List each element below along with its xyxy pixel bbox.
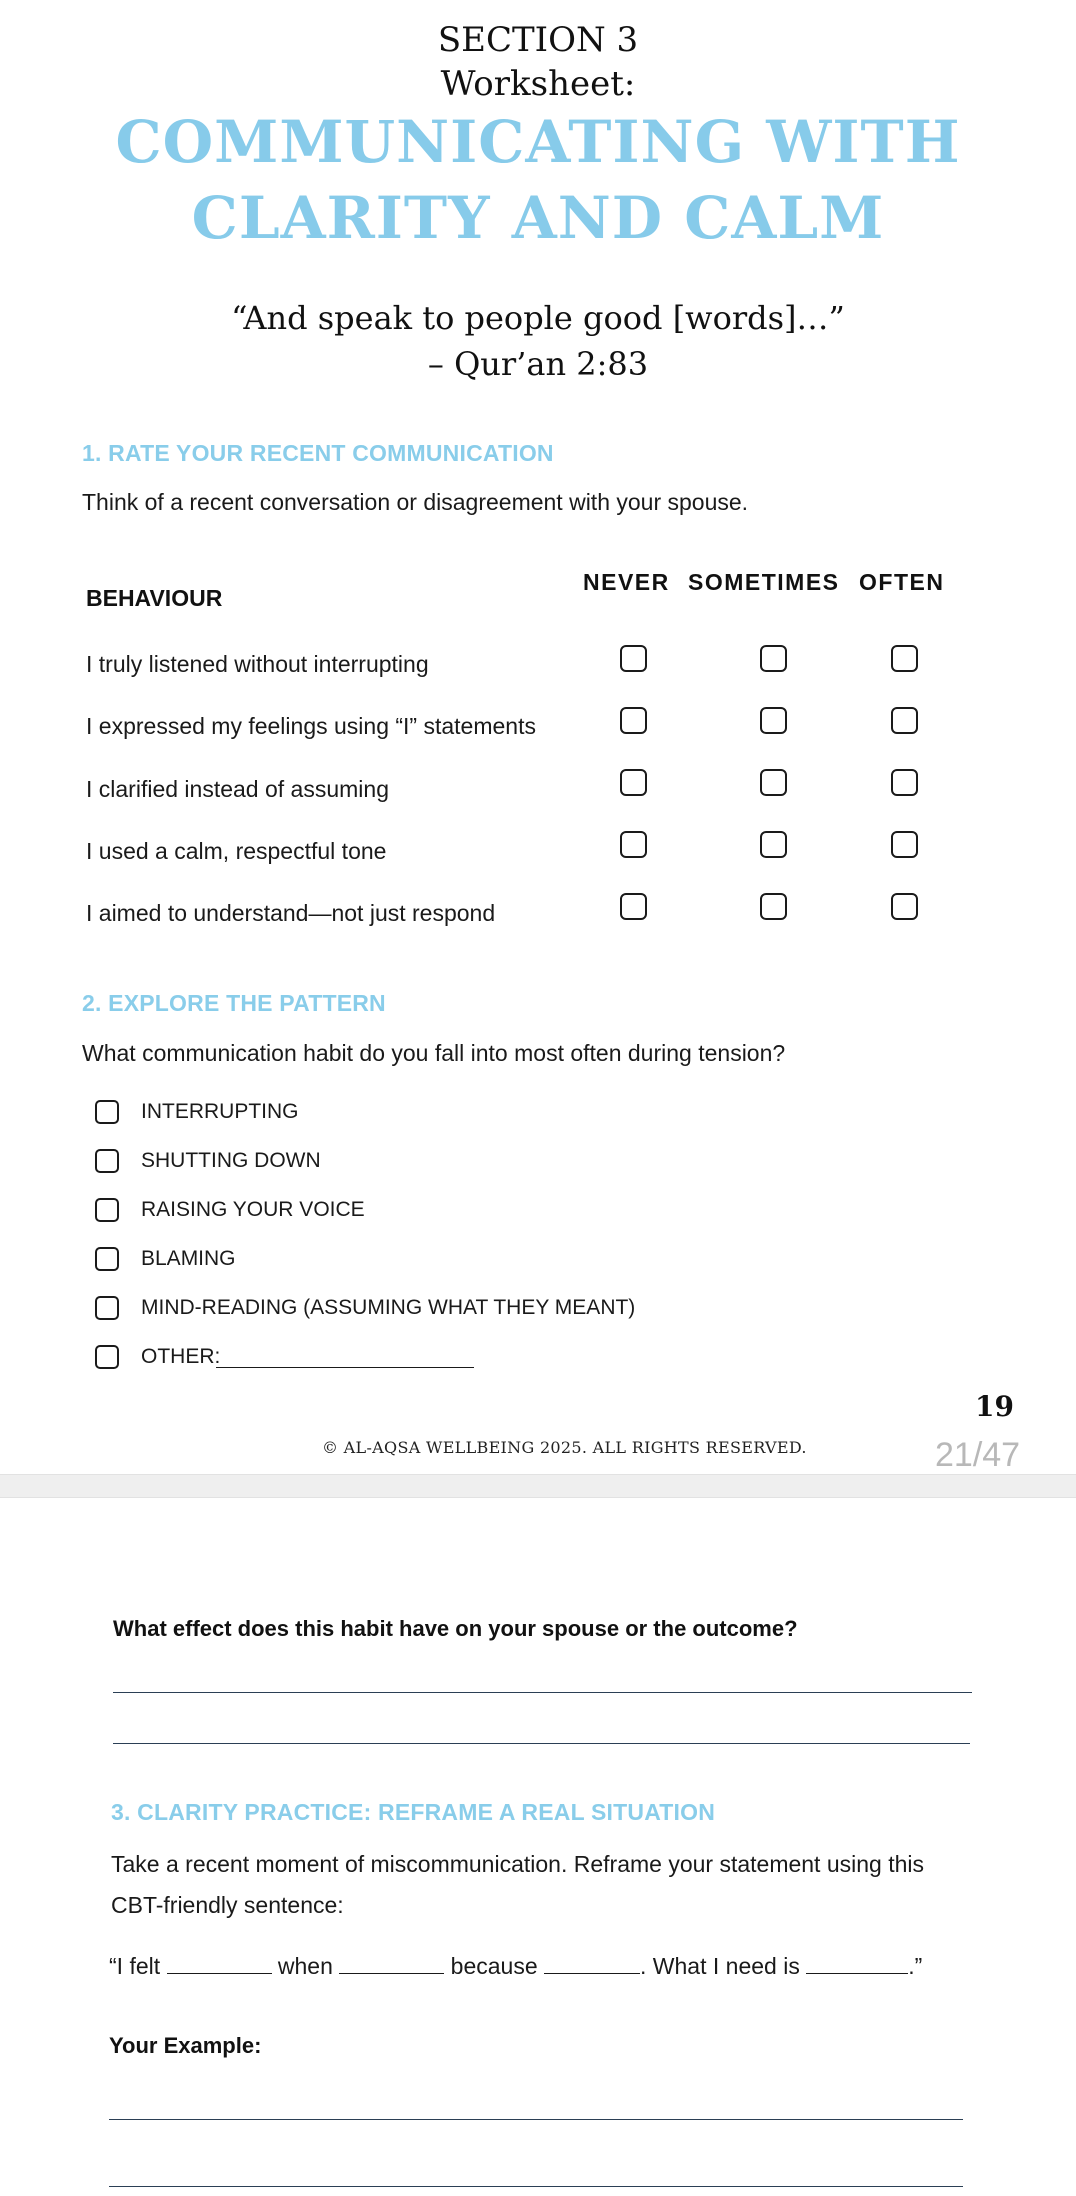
habit-checkbox[interactable] [95, 1149, 119, 1173]
part3-instruction-line-1: Take a recent moment of miscommunication. Reframe your statement using this [111, 1851, 925, 1877]
habit-option-label: MIND-READING (ASSUMING WHAT THEY MEANT) [141, 1296, 636, 1319]
page-number: 19 [975, 1390, 1014, 1423]
behaviour-row-label: I used a calm, respectful tone [86, 838, 387, 864]
habit-option-label: OTHER: [141, 1345, 221, 1368]
habit-option-label: RAISING YOUR VOICE [141, 1198, 365, 1221]
part1-instruction: Think of a recent conversation or disagreement with your spouse. [82, 489, 749, 515]
quote-source: – Qur’an 2:83 [427, 345, 649, 383]
other-answer-line[interactable] [216, 1367, 474, 1368]
habit-checkbox[interactable] [95, 1345, 119, 1369]
part2-heading: 2. EXPLORE THE PATTERN [82, 990, 386, 1016]
never-checkbox[interactable] [620, 893, 647, 920]
part2-question: What communication habit do you fall into most often during tension? [82, 1040, 786, 1066]
title-line-2: CLARITY AND CALM [191, 184, 885, 252]
your-example-label: Your Example: [109, 2033, 262, 2058]
often-checkbox[interactable] [891, 769, 918, 796]
page-indicator: 21/47 [935, 1436, 1021, 1474]
behaviour-row-label: I expressed my feelings using “I” statements [86, 713, 536, 739]
effect-question: What effect does this habit have on your spouse or the outcome? [113, 1616, 798, 1641]
sentence-part: . What I need is [640, 1953, 800, 1979]
part3-heading: 3. CLARITY PRACTICE: REFRAME A REAL SITUATION [111, 1799, 716, 1825]
answer-line[interactable] [113, 1692, 972, 1693]
sometimes-checkbox[interactable] [760, 769, 787, 796]
never-checkbox[interactable] [620, 831, 647, 858]
often-checkbox[interactable] [891, 645, 918, 672]
title-line-1: COMMUNICATING WITH [115, 108, 961, 176]
sometimes-checkbox[interactable] [760, 707, 787, 734]
sentence-part: “I felt [109, 1953, 161, 1979]
habit-option-label: BLAMING [141, 1247, 236, 1270]
feeling-blank[interactable] [167, 1953, 272, 1974]
answer-line[interactable] [109, 2119, 963, 2120]
worksheet-label: Worksheet: [440, 64, 636, 104]
reframe-sentence [109, 1953, 922, 1980]
reason-blank[interactable] [544, 1953, 640, 1974]
behaviour-row-label: I aimed to understand—not just respond [86, 900, 496, 926]
section-label: SECTION 3 [437, 20, 639, 60]
habit-checkbox[interactable] [95, 1198, 119, 1222]
copyright-footer: © AL-AQSA WELLBEING 2025. ALL RIGHTS RESERVED. [322, 1438, 807, 1457]
never-checkbox[interactable] [620, 707, 647, 734]
habit-option-label: SHUTTING DOWN [141, 1149, 321, 1172]
column-sometimes: SOMETIMES [688, 569, 840, 595]
sometimes-checkbox[interactable] [760, 645, 787, 672]
never-checkbox[interactable] [620, 645, 647, 672]
sentence-part: because [450, 1953, 538, 1979]
never-checkbox[interactable] [620, 769, 647, 796]
behaviour-row-label: I clarified instead of assuming [86, 776, 389, 802]
often-checkbox[interactable] [891, 707, 918, 734]
habit-checkbox[interactable] [95, 1100, 119, 1124]
need-blank[interactable] [806, 1953, 908, 1974]
column-often: OFTEN [859, 569, 945, 595]
habit-checkbox[interactable] [95, 1296, 119, 1320]
answer-line[interactable] [109, 2186, 963, 2187]
part1-heading: 1. RATE YOUR RECENT COMMUNICATION [82, 440, 554, 466]
sometimes-checkbox[interactable] [760, 893, 787, 920]
page-separator [0, 1474, 1076, 1498]
behaviour-row-label: I truly listened without interrupting [86, 651, 429, 677]
part3-instruction-line-2: CBT-friendly sentence: [111, 1892, 344, 1918]
column-never: NEVER [583, 569, 670, 595]
sometimes-checkbox[interactable] [760, 831, 787, 858]
habit-checkbox[interactable] [95, 1247, 119, 1271]
sentence-part: when [277, 1953, 333, 1979]
situation-blank[interactable] [339, 1953, 444, 1974]
answer-line[interactable] [113, 1743, 970, 1744]
often-checkbox[interactable] [891, 893, 918, 920]
quote-text: “And speak to people good [words]…” [231, 299, 845, 337]
behaviour-header: BEHAVIOUR [86, 585, 223, 611]
habit-option-label: INTERRUPTING [141, 1100, 299, 1123]
often-checkbox[interactable] [891, 831, 918, 858]
sentence-part: .” [908, 1953, 923, 1979]
